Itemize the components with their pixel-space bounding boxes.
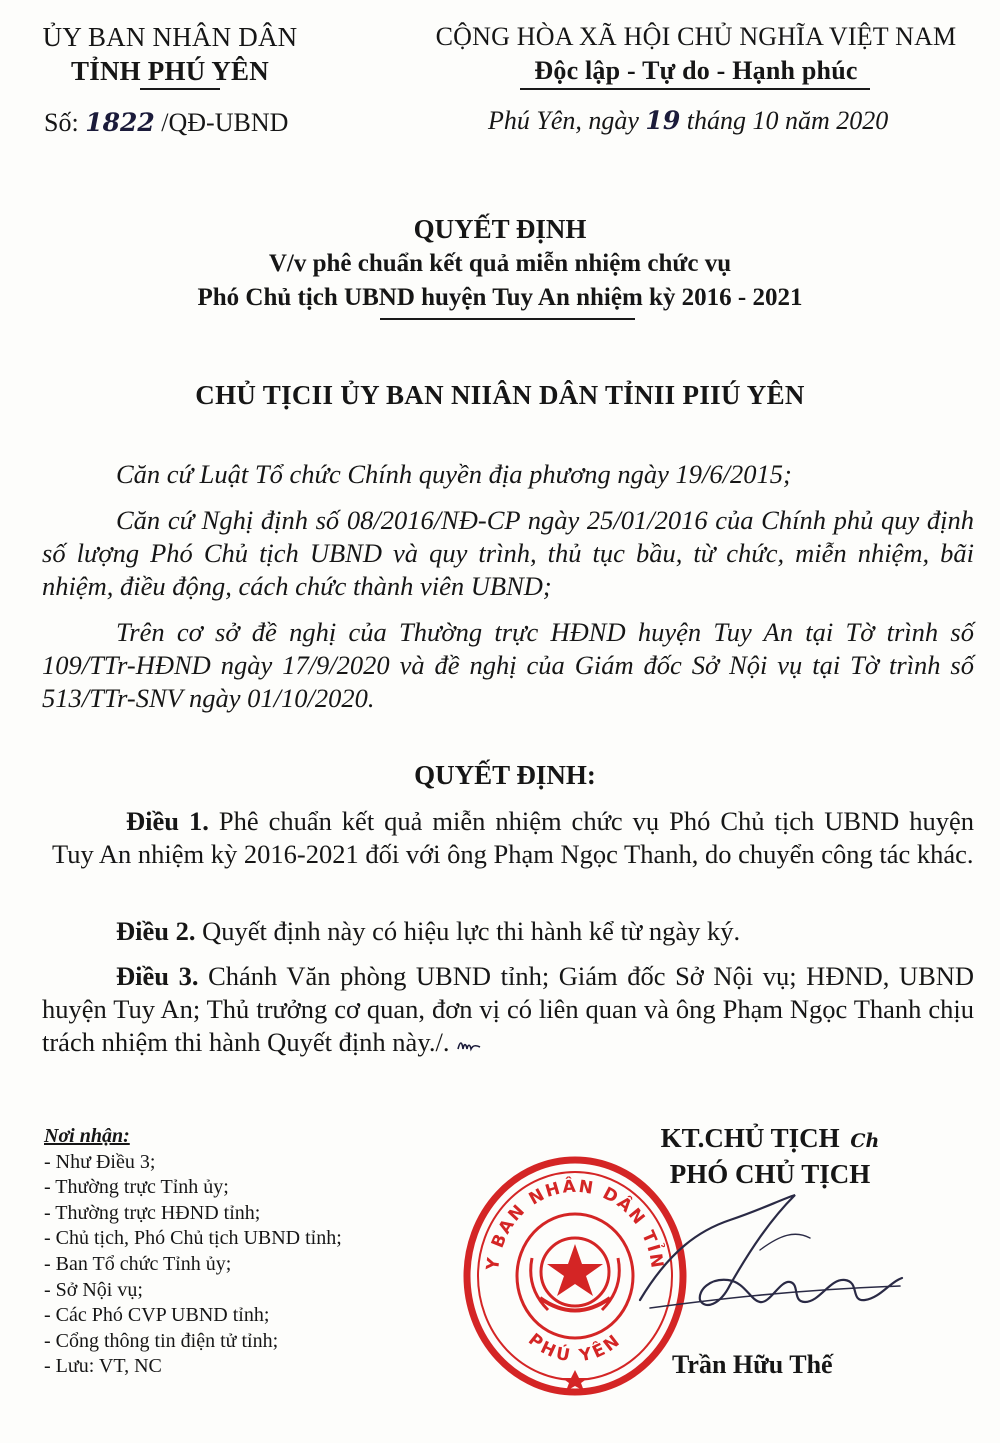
seal-text-bottom: PHÚ YÊN: [524, 1329, 626, 1367]
article-text: Phê chuẩn kết quả miễn nhiệm chức vụ Phó Chủ tịch UBND huyện Tuy An nhiệm kỳ 2016-2021 đối với ông Phạm Ngọc Thanh, do chuyển công tác khác.: [52, 806, 975, 869]
doc-number-suffix: /QĐ-UBND: [161, 108, 289, 137]
preamble-item: Trên cơ sở đề nghị của Thường trực HĐND huyện Tuy An tại Tờ trình số 109/TTr-HĐND ngày 17/9/2020 và đề nghị của Giám đốc Sở Nội vụ tại Tờ trình số 513/TTr-SNV ngày 01/10/2020.: [42, 617, 974, 713]
initial-flourish-icon: [456, 1037, 482, 1053]
doc-number-prefix: Số:: [44, 108, 79, 137]
article-text: Chánh Văn phòng UBND tỉnh; Giám đốc Sở Nội vụ; HĐND, UBND huyện Tuy An; Thủ trưởng cơ quan, đơn vị có liên quan và ông Phạm Ngọc Thanh chịu trách nhiệm thi hành Quyết định này./.: [42, 961, 975, 1057]
recipients-title: Nơi nhận:: [44, 1125, 130, 1147]
recipient-item: - Thường trực Tỉnh ủy;: [44, 1176, 229, 1199]
document-number: [44, 108, 288, 138]
recipient-item: - Như Điều 3;: [44, 1150, 156, 1173]
signature-scribble-icon: [610, 1190, 910, 1350]
document-date: [488, 106, 888, 136]
date-prefix: Phú Yên, ngày: [488, 106, 639, 135]
date-suffix: tháng 10 năm 2020: [686, 106, 889, 135]
recipients-list: [44, 1124, 342, 1380]
recipient-item: - Lưu: VT, NC: [44, 1355, 162, 1378]
decision-heading: QUYẾT ĐỊNH:: [414, 760, 596, 790]
subject-line2: Phó Chủ tịch UBND huyện Tuy An nhiệm kỳ 2016 - 2021: [197, 284, 803, 311]
issuing-agency: [20, 20, 320, 88]
signer-name: Trần Hữu Thế: [672, 1350, 833, 1379]
agency-line1: ỦY BAN NHÂN DÂN: [42, 22, 298, 52]
signature-position-line2: PHÓ CHỦ TỊCH: [669, 1159, 871, 1189]
agency-underline: [140, 88, 220, 90]
recipient-item: - Các Phó CVP UBND tỉnh;: [44, 1304, 270, 1327]
article-label: Điều 1.: [126, 806, 209, 836]
handwritten-signature: [610, 1190, 910, 1350]
motto-underline: [520, 88, 870, 90]
subject-line1: V/v phê chuẩn kết quả miễn nhiệm chức vụ: [268, 250, 732, 277]
article-label: Điều 2.: [116, 916, 196, 946]
article-text: Quyết định này có hiệu lực thi hành kể từ ngày ký.: [202, 916, 741, 946]
position-text: KT.CHỦ TỊCH: [660, 1123, 840, 1153]
preamble-item: Căn cứ Nghị định số 08/2016/NĐ-CP ngày 25/01/2016 của Chính phủ quy định số lượng Phó Chủ tịch UBND và quy trình, thủ tục bầu, từ chức, miễn nhiệm, bãi nhiệm, điều động, cách chức thành viên UBND;: [42, 505, 974, 601]
date-day-handwritten: 19: [645, 106, 681, 135]
article-3: [42, 960, 974, 1059]
article-label: Điều 3.: [116, 961, 199, 991]
doc-number-handwritten: 1822: [85, 108, 155, 137]
nation-line2: Độc lập - Tự do - Hạnh phúc: [534, 56, 858, 85]
decision-title: QUYẾT ĐỊNH: [413, 214, 587, 244]
agency-line2: TỈNH PHÚ YÊN: [71, 56, 269, 86]
nation-line1: CỘNG HÒA XÃ HỘI CHỦ NGHĨA VIỆT NAM: [435, 22, 957, 51]
national-motto: [410, 20, 982, 88]
recipient-item: - Chủ tịch, Phó Chủ tịch UBND tỉnh;: [44, 1227, 342, 1250]
recipient-item: - Thường trực HĐND tỉnh;: [44, 1201, 261, 1224]
preamble-item: Căn cứ Luật Tổ chức Chính quyền địa phương ngày 19/6/2015;: [116, 459, 792, 489]
subject-underline: [380, 318, 635, 320]
recipient-item: - Cổng thông tin điện tử tỉnh;: [44, 1329, 279, 1352]
handwritten-initials: Ch: [850, 1130, 880, 1152]
recipient-item: - Sở Nội vụ;: [44, 1278, 143, 1301]
article-1: [52, 805, 974, 871]
issuing-authority: CHỦ TỊCII ỦY BAN NIIÂN DÂN TỈNII PIIÚ YÊN: [195, 380, 805, 410]
article-2: [42, 915, 974, 948]
seal-text-top: Y BAN NHÂN DÂN TỈN: [482, 1176, 668, 1272]
recipient-item: - Ban Tổ chức Tỉnh ủy;: [44, 1252, 232, 1275]
